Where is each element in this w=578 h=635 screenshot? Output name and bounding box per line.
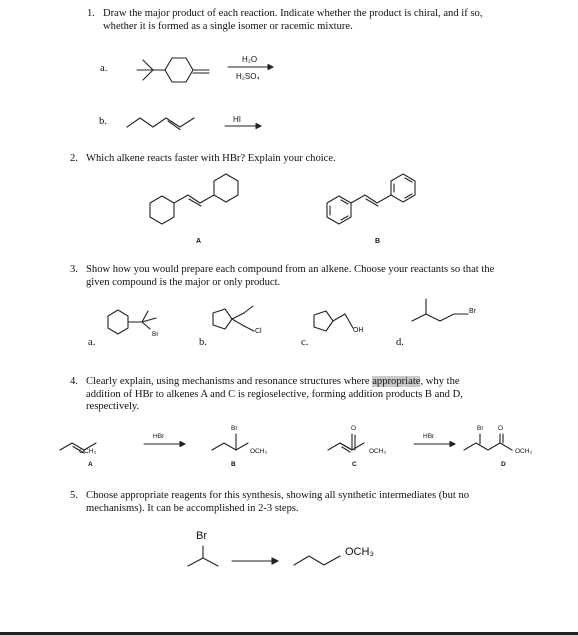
q4-compound-b xyxy=(212,434,248,450)
reagent-label-hi: HI xyxy=(233,115,241,124)
question-number: 4. xyxy=(70,376,78,387)
part-label-3d: d. xyxy=(396,337,404,348)
question-number: 3. xyxy=(70,264,78,275)
question-text: Which alkene reacts faster with HBr? Explain your choice. xyxy=(86,153,336,164)
compound-label-c: C xyxy=(352,461,357,468)
compound-label-b: B xyxy=(375,238,381,245)
arrow-head xyxy=(272,558,278,564)
text-segment: , why the xyxy=(420,376,460,387)
question-text-line-3: respectively. xyxy=(86,401,140,412)
part-label-1b: b. xyxy=(99,116,107,127)
q5-target xyxy=(294,556,340,565)
question-text-line-2: given compound is the major or only product. xyxy=(86,276,281,288)
reagent-label-water: H₂O xyxy=(242,55,258,64)
och3-label-b: OCH₃ xyxy=(250,448,268,455)
question-text-line-2: whether it is formed as a single isomer or racemic mixture. xyxy=(103,20,353,32)
q3d-structure xyxy=(412,299,468,321)
substituent-br-3d: Br xyxy=(469,308,476,315)
part-label-3b: b. xyxy=(199,337,207,348)
part-label-1a: a. xyxy=(100,63,108,74)
q4-compound-d xyxy=(464,434,512,450)
br-label-b: Br xyxy=(231,425,238,432)
och3-label-c: OCH₃ xyxy=(369,448,387,455)
q4-compound-a xyxy=(60,443,96,453)
arrow-head xyxy=(180,442,185,447)
reagent-label-hbr-2: HBr xyxy=(423,433,435,440)
question-number: 1. xyxy=(87,8,95,19)
br-label-start: Br xyxy=(196,530,207,542)
och3-label-target: OCH₃ xyxy=(345,546,374,558)
text-segment: Clearly explain, using mechanisms and resonance structures where xyxy=(86,376,373,387)
question-number: 5. xyxy=(70,490,78,501)
question-text-line-2: addition of HBr to alkenes A and C is regioselective, forming addition products B and D, xyxy=(86,388,463,400)
substituent-oh-3c: OH xyxy=(353,327,364,334)
question-number: 2. xyxy=(70,153,78,164)
question-text-line-1: Show how you would prepare each compound from an alkene. Choose your reactants so that the xyxy=(86,264,495,275)
br-label-d: Br xyxy=(477,425,484,432)
reagent-label-sulfuric-acid: H₂SO₄ xyxy=(236,72,260,81)
q2-compound-b xyxy=(327,174,415,224)
part-label-3a: a. xyxy=(88,337,96,348)
och3-label-d: OCH₃ xyxy=(515,448,533,455)
question-text-line-1: Choose appropriate reagents for this synthesis, showing all synthetic intermediates (but no xyxy=(86,490,470,501)
q3a-structure xyxy=(108,310,156,334)
compound-label-b: B xyxy=(231,461,236,468)
compound-label-d: D xyxy=(501,461,506,468)
reagent-label-hbr-1: HBr xyxy=(153,433,165,440)
highlighted-word: appropriate xyxy=(372,376,421,387)
o-label-c: O xyxy=(351,425,357,432)
q1b-reactant xyxy=(127,118,194,130)
arrow-head xyxy=(256,124,261,129)
compound-label-a: A xyxy=(88,461,93,468)
q2-compound-a xyxy=(150,174,238,224)
q1a-reactant xyxy=(137,58,209,82)
question-text-line-2: mechanisms). It can be accomplished in 2-3 steps. xyxy=(86,502,299,514)
q5-starting-material xyxy=(188,546,218,566)
substituent-br-3a: Br xyxy=(152,331,159,338)
arrow-head xyxy=(450,442,455,447)
o-label-d: O xyxy=(498,425,504,432)
q4-compound-c xyxy=(328,434,364,452)
question-text-line-1: Draw the major product of each reaction. Indicate whether the product is chiral, and if so, xyxy=(103,8,483,19)
q3b-structure xyxy=(213,306,254,331)
substituent-cl-3b: Cl xyxy=(255,328,262,335)
part-label-3c: c. xyxy=(301,337,309,348)
q3c-structure xyxy=(314,311,353,331)
compound-label-a: A xyxy=(196,238,202,245)
arrow-head xyxy=(268,65,273,70)
och3-label-a: OCH₃ xyxy=(79,448,97,455)
